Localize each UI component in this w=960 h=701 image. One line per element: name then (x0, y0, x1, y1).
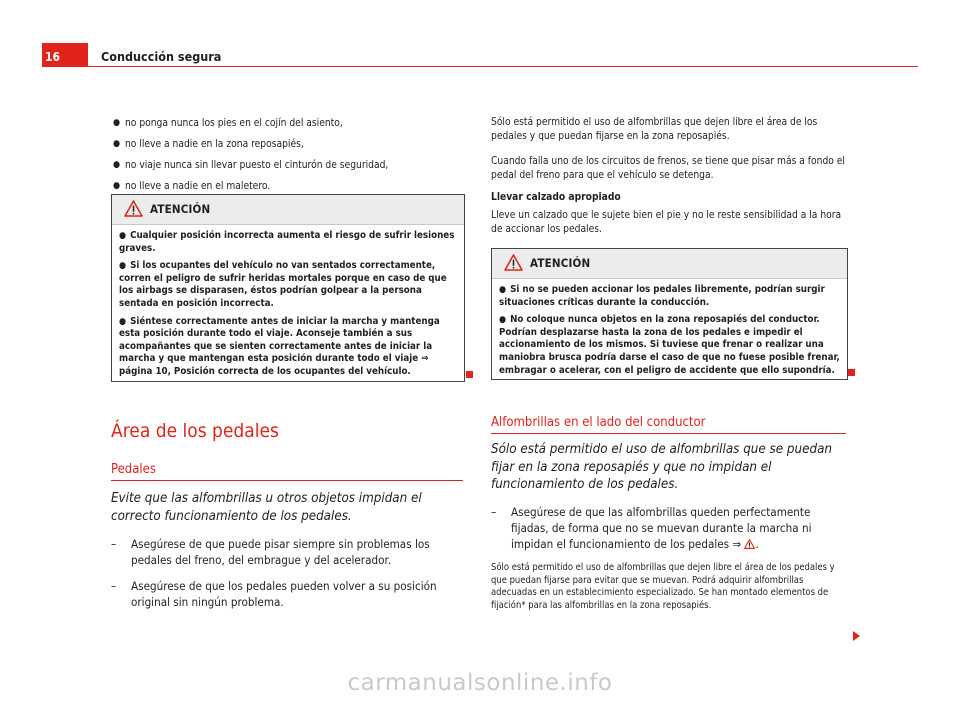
subsection-title: Alfombrillas en el lado del conductor (491, 415, 706, 430)
list-item: – Asegúrese de que los pedales pueden volver a su posición original sin ningún problema. (111, 579, 437, 609)
footwear-heading: Llevar calzado apropiado (491, 192, 621, 203)
bullet-icon: ● (499, 315, 507, 326)
section-end-marker (466, 371, 473, 378)
mats-note: Sólo está permitido el uso de alfombrillas que dejen libre el área de los pedales y que puedan fijarse para evitar que se muevan. Podrá adquirir alfombrillas adecuadas en un establecimiento especializado. Se han montado elementos de fijación* para las alfombrillas en la zona reposapiés. (491, 562, 835, 611)
section-title: Área de los pedales (111, 420, 279, 442)
bullet-icon: ● (119, 316, 127, 327)
warning-box-left (111, 194, 465, 382)
mats-steps (491, 504, 847, 562)
list-item: ● no viaje nunca sin llevar puesto el cinturón de seguridad, (113, 160, 389, 172)
bullet-icon: ● (113, 118, 121, 128)
subsection-title: Pedales (111, 462, 156, 477)
subsection-rule (111, 480, 463, 481)
section-end-marker (848, 369, 855, 376)
warning-title: ATENCIÓN (150, 202, 211, 216)
warning-header (492, 249, 847, 279)
header-rule (88, 66, 918, 67)
warning-item: ● No coloque nunca objetos en la zona reposapiés del conductor. Podrían desplazarse hasta la zona de los pedales e impedir el accionamiento de los mismos. Si tuviese que frenar o realizar una maniobra brusca podría darse el caso de que no fuese posible frenar, embragar o acelerar, con el peligro de accidente que ello supondría. (499, 314, 840, 376)
warning-triangle-icon (744, 539, 755, 549)
warning-triangle-icon (124, 200, 143, 217)
section-lead: Evite que las alfombrillas u otros objetos impidan el correcto funcionamiento de los pedales. (111, 491, 422, 524)
warning-body (112, 225, 464, 389)
warning-item: ● Cualquier posición incorrecta aumenta el riesgo de sufrir lesiones graves. (119, 230, 455, 254)
bullet-icon: ● (113, 160, 121, 171)
warning-item: ● Si los ocupantes del vehículo no van sentados correctamente, corren el peligro de sufrir heridas mortales porque en caso de que los airbags se disparasen, éstos podrían golpear a la persona sentada en posición incorrecta. (119, 260, 447, 309)
seating-rules-list (111, 117, 461, 201)
warning-triangle-icon (504, 254, 523, 271)
list-item: ● no ponga nunca los pies en el cojín del asiento, (113, 118, 343, 129)
bullet-icon: ● (119, 231, 127, 241)
bullet-icon: ● (113, 139, 121, 150)
warning-header (112, 195, 464, 225)
warning-item: ● Si no se pueden accionar los pedales libremente, podrían surgir situaciones críticas durante la conducción. (499, 284, 825, 308)
list-item: – Asegúrese de que puede pisar siempre sin problemas los pedales del freno, del embrague y del acelerador. (111, 537, 430, 567)
brake-circuit-text: Cuando falla uno de los circuitos de frenos, se tiene que pisar más a fondo el pedal del freno para que el vehículo se detenga. (491, 156, 845, 181)
chapter-title: Conducción segura (101, 49, 222, 64)
continue-arrow-icon (853, 631, 860, 641)
section-lead: Sólo está permitido el uso de alfombrillas que se puedan fijar en la zona reposapiés y que no impidan el funcionamiento de los pedales. (491, 442, 832, 492)
pedal-steps (111, 536, 467, 620)
warning-item: ● Siéntese correctamente antes de iniciar la marcha y mantenga esta posición durante todo el viaje. Aconseje también a sus acompañantes que se sienten correctamente antes de iniciar la marcha y que mantengan esta posición durante todo el viaje ⇒ página 10, Posición correcta de los ocupantes del vehículo. (119, 315, 440, 377)
bullet-icon: ● (113, 181, 121, 192)
warning-title: ATENCIÓN (530, 256, 591, 270)
warning-box-right (491, 248, 848, 380)
list-item: ● no lleve a nadie en el maletero. (113, 181, 271, 193)
warning-body (492, 279, 847, 387)
bullet-icon: ● (119, 261, 127, 272)
watermark: carmanualsonline.info (347, 670, 613, 696)
bullet-icon: ● (499, 285, 507, 295)
footwear-text: Lleve un calzado que le sujete bien el pie y no le reste sensibilidad a la hora de accionar los pedales. (491, 210, 842, 235)
subsection-rule (491, 433, 846, 434)
mats-intro-text: Sólo está permitido el uso de alfombrillas que dejen libre el área de los pedales y que puedan fijarse en la zona reposapiés. (491, 117, 818, 142)
list-item: ● no lleve a nadie en la zona reposapiés, (113, 139, 304, 151)
page-number: 16 (45, 50, 61, 64)
list-item: – Asegúrese de que las alfombrillas queden perfectamente fijadas, de forma que no se muevan durante la marcha ni impidan el funcionamiento de los pedales ⇒ . (491, 505, 812, 551)
